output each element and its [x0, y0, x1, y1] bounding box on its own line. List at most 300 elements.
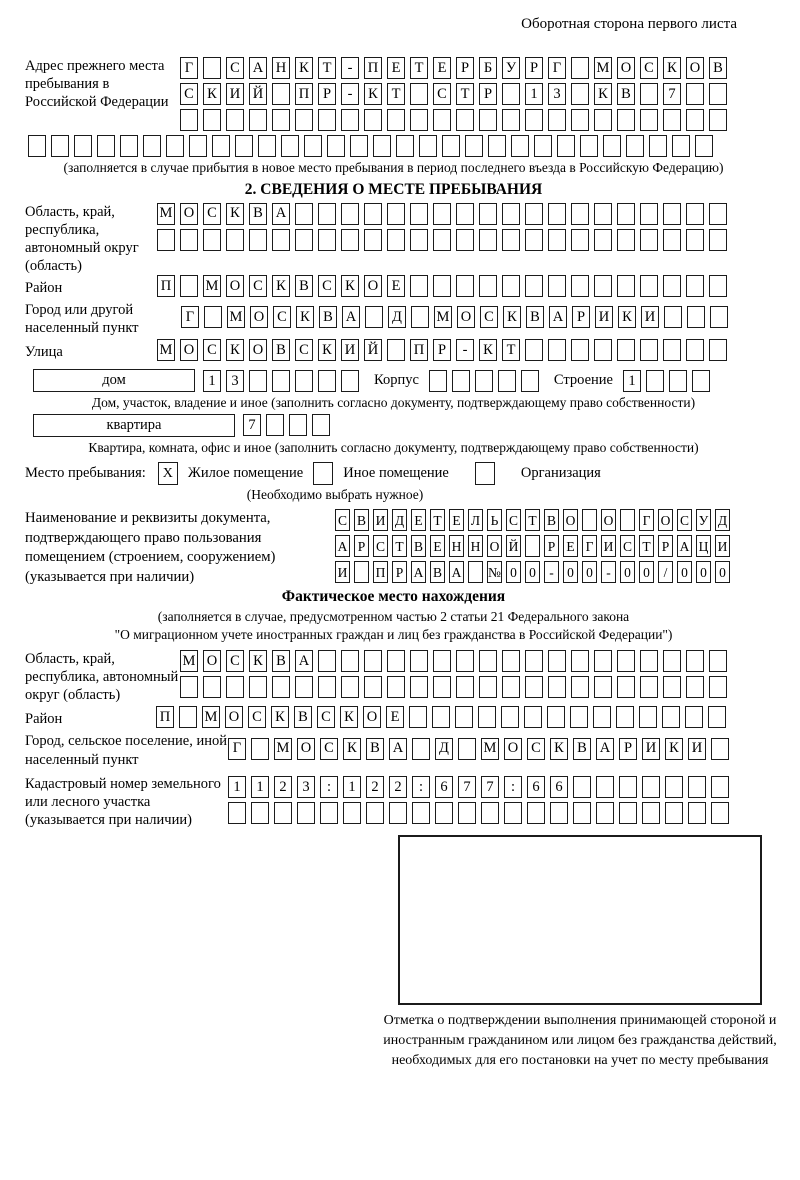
char-box[interactable] — [387, 229, 405, 251]
char-box[interactable] — [501, 706, 519, 728]
char-box[interactable] — [389, 802, 407, 824]
char-box[interactable] — [341, 650, 359, 672]
char-box[interactable]: Е — [563, 535, 578, 557]
char-box[interactable] — [594, 275, 612, 297]
char-box[interactable] — [640, 275, 658, 297]
char-box[interactable] — [396, 135, 414, 157]
char-box[interactable]: С — [317, 706, 335, 728]
char-box[interactable]: К — [665, 738, 683, 760]
char-box[interactable] — [410, 676, 428, 698]
char-box[interactable]: О — [617, 57, 635, 79]
char-box[interactable] — [258, 135, 276, 157]
char-box[interactable] — [573, 776, 591, 798]
char-box[interactable] — [272, 676, 290, 698]
char-box[interactable]: Р — [392, 561, 407, 583]
char-box[interactable] — [709, 109, 727, 131]
char-box[interactable] — [548, 109, 566, 131]
char-box[interactable]: К — [550, 738, 568, 760]
char-box[interactable] — [180, 676, 198, 698]
char-box[interactable]: И — [335, 561, 350, 583]
char-box[interactable] — [594, 109, 612, 131]
char-box[interactable] — [594, 650, 612, 672]
char-box[interactable]: С — [335, 509, 350, 531]
char-box[interactable] — [157, 229, 175, 251]
char-box[interactable]: А — [449, 561, 464, 583]
char-box[interactable] — [318, 109, 336, 131]
char-box[interactable]: С — [226, 650, 244, 672]
char-box[interactable]: Р — [572, 306, 590, 328]
stay-option-residential-checkbox[interactable] — [158, 462, 178, 485]
char-box[interactable]: 7 — [481, 776, 499, 798]
char-box[interactable]: А — [596, 738, 614, 760]
char-box[interactable] — [366, 802, 384, 824]
char-box[interactable]: С — [249, 275, 267, 297]
char-box[interactable] — [468, 561, 483, 583]
char-box[interactable]: С — [203, 203, 221, 225]
char-box[interactable] — [594, 339, 612, 361]
char-box[interactable] — [686, 203, 704, 225]
char-box[interactable] — [619, 802, 637, 824]
char-box[interactable]: В — [366, 738, 384, 760]
char-box[interactable]: 1 — [203, 370, 221, 392]
char-box[interactable] — [596, 802, 614, 824]
char-box[interactable] — [502, 650, 520, 672]
char-box[interactable] — [525, 339, 543, 361]
char-box[interactable] — [525, 229, 543, 251]
char-box[interactable] — [235, 135, 253, 157]
char-box[interactable] — [571, 229, 589, 251]
char-box[interactable]: С — [480, 306, 498, 328]
char-box[interactable] — [318, 203, 336, 225]
char-box[interactable] — [547, 706, 565, 728]
char-box[interactable] — [297, 802, 315, 824]
char-box[interactable]: Й — [506, 535, 521, 557]
char-box[interactable]: 7 — [243, 414, 261, 436]
char-box[interactable] — [640, 676, 658, 698]
char-box[interactable] — [364, 650, 382, 672]
char-box[interactable]: Й — [364, 339, 382, 361]
char-box[interactable] — [663, 650, 681, 672]
char-box[interactable] — [686, 229, 704, 251]
char-box[interactable] — [502, 203, 520, 225]
char-box[interactable] — [479, 676, 497, 698]
char-box[interactable]: : — [320, 776, 338, 798]
char-box[interactable] — [687, 306, 705, 328]
char-box[interactable] — [365, 306, 383, 328]
char-box[interactable] — [364, 109, 382, 131]
char-box[interactable]: М — [227, 306, 245, 328]
char-box[interactable]: К — [226, 339, 244, 361]
char-box[interactable] — [663, 339, 681, 361]
char-box[interactable]: Н — [449, 535, 464, 557]
char-box[interactable]: 0 — [677, 561, 692, 583]
char-box[interactable]: С — [373, 535, 388, 557]
char-box[interactable] — [343, 802, 361, 824]
char-box[interactable] — [664, 306, 682, 328]
char-box[interactable]: Т — [318, 57, 336, 79]
char-box[interactable]: С — [226, 57, 244, 79]
char-box[interactable] — [525, 535, 540, 557]
char-box[interactable] — [708, 706, 726, 728]
char-box[interactable] — [409, 706, 427, 728]
char-box[interactable] — [594, 676, 612, 698]
char-box[interactable]: 6 — [527, 776, 545, 798]
char-box[interactable] — [411, 306, 429, 328]
char-box[interactable]: В — [709, 57, 727, 79]
char-box[interactable] — [686, 676, 704, 698]
char-box[interactable] — [642, 776, 660, 798]
char-box[interactable] — [479, 109, 497, 131]
char-box[interactable]: К — [364, 83, 382, 105]
char-box[interactable]: С — [203, 339, 221, 361]
char-box[interactable] — [617, 676, 635, 698]
char-box[interactable] — [502, 83, 520, 105]
char-box[interactable]: П — [364, 57, 382, 79]
char-box[interactable]: И — [715, 535, 730, 557]
char-box[interactable] — [387, 339, 405, 361]
char-box[interactable]: А — [389, 738, 407, 760]
char-box[interactable] — [709, 83, 727, 105]
char-box[interactable] — [341, 229, 359, 251]
char-box[interactable] — [548, 229, 566, 251]
char-box[interactable] — [442, 135, 460, 157]
char-box[interactable] — [626, 135, 644, 157]
char-box[interactable] — [594, 203, 612, 225]
char-box[interactable]: О — [297, 738, 315, 760]
char-box[interactable]: И — [601, 535, 616, 557]
char-box[interactable]: Р — [479, 83, 497, 105]
char-box[interactable]: У — [696, 509, 711, 531]
char-box[interactable] — [502, 229, 520, 251]
char-box[interactable]: К — [203, 83, 221, 105]
char-box[interactable]: О — [225, 706, 243, 728]
char-box[interactable]: 3 — [548, 83, 566, 105]
char-box[interactable]: 2 — [389, 776, 407, 798]
char-box[interactable] — [456, 275, 474, 297]
char-box[interactable]: - — [341, 57, 359, 79]
char-box[interactable] — [204, 306, 222, 328]
char-box[interactable]: В — [272, 339, 290, 361]
char-box[interactable] — [295, 676, 313, 698]
char-box[interactable] — [226, 109, 244, 131]
char-box[interactable] — [709, 339, 727, 361]
char-box[interactable] — [709, 275, 727, 297]
char-box[interactable]: С — [677, 509, 692, 531]
char-box[interactable] — [249, 229, 267, 251]
char-box[interactable] — [475, 370, 493, 392]
char-box[interactable] — [709, 650, 727, 672]
char-box[interactable] — [709, 676, 727, 698]
char-box[interactable]: И — [341, 339, 359, 361]
char-box[interactable] — [571, 275, 589, 297]
char-box[interactable] — [479, 650, 497, 672]
char-box[interactable] — [620, 509, 635, 531]
char-box[interactable] — [410, 109, 428, 131]
char-box[interactable] — [711, 802, 729, 824]
char-box[interactable]: / — [658, 561, 673, 583]
char-box[interactable] — [534, 135, 552, 157]
char-box[interactable] — [685, 706, 703, 728]
char-box[interactable]: В — [354, 509, 369, 531]
char-box[interactable]: А — [342, 306, 360, 328]
char-box[interactable] — [525, 650, 543, 672]
char-box[interactable]: - — [341, 83, 359, 105]
char-box[interactable]: Р — [433, 339, 451, 361]
char-box[interactable]: О — [226, 275, 244, 297]
char-box[interactable]: С — [506, 509, 521, 531]
char-box[interactable]: С — [273, 306, 291, 328]
char-box[interactable]: О — [658, 509, 673, 531]
char-box[interactable] — [251, 802, 269, 824]
char-box[interactable]: Р — [544, 535, 559, 557]
char-box[interactable]: М — [481, 738, 499, 760]
char-box[interactable] — [143, 135, 161, 157]
char-box[interactable]: А — [295, 650, 313, 672]
char-box[interactable] — [649, 135, 667, 157]
char-box[interactable]: О — [563, 509, 578, 531]
char-box[interactable]: К — [503, 306, 521, 328]
char-box[interactable] — [616, 706, 634, 728]
char-box[interactable] — [525, 109, 543, 131]
char-box[interactable] — [295, 229, 313, 251]
char-box[interactable] — [320, 802, 338, 824]
char-box[interactable]: О — [364, 275, 382, 297]
char-box[interactable]: М — [274, 738, 292, 760]
char-box[interactable]: В — [573, 738, 591, 760]
char-box[interactable]: Т — [392, 535, 407, 557]
char-box[interactable]: Т — [430, 509, 445, 531]
char-box[interactable] — [433, 676, 451, 698]
char-box[interactable]: О — [686, 57, 704, 79]
char-box[interactable]: И — [688, 738, 706, 760]
char-box[interactable] — [433, 650, 451, 672]
char-box[interactable]: С — [295, 339, 313, 361]
char-box[interactable]: К — [226, 203, 244, 225]
char-box[interactable] — [364, 203, 382, 225]
char-box[interactable] — [692, 370, 710, 392]
char-box[interactable]: Т — [387, 83, 405, 105]
char-box[interactable]: О — [504, 738, 522, 760]
char-box[interactable] — [617, 203, 635, 225]
char-box[interactable] — [295, 109, 313, 131]
char-box[interactable]: В — [249, 203, 267, 225]
char-box[interactable] — [318, 370, 336, 392]
char-box[interactable]: В — [294, 706, 312, 728]
char-box[interactable] — [120, 135, 138, 157]
char-box[interactable]: В — [526, 306, 544, 328]
char-box[interactable] — [456, 229, 474, 251]
char-box[interactable] — [341, 109, 359, 131]
char-box[interactable]: 0 — [696, 561, 711, 583]
char-box[interactable] — [640, 650, 658, 672]
char-box[interactable]: 1 — [228, 776, 246, 798]
char-box[interactable]: П — [156, 706, 174, 728]
char-box[interactable] — [640, 109, 658, 131]
char-box[interactable]: Г — [180, 57, 198, 79]
char-box[interactable] — [479, 229, 497, 251]
char-box[interactable]: Е — [387, 275, 405, 297]
char-box[interactable]: Д — [715, 509, 730, 531]
char-box[interactable] — [663, 676, 681, 698]
char-box[interactable]: Н — [272, 57, 290, 79]
char-box[interactable]: М — [594, 57, 612, 79]
char-box[interactable]: В — [411, 535, 426, 557]
char-box[interactable]: С — [620, 535, 635, 557]
char-box[interactable] — [642, 802, 660, 824]
char-box[interactable] — [249, 370, 267, 392]
char-box[interactable] — [410, 275, 428, 297]
char-box[interactable]: А — [272, 203, 290, 225]
char-box[interactable] — [594, 229, 612, 251]
char-box[interactable]: К — [295, 57, 313, 79]
char-box[interactable] — [525, 203, 543, 225]
stay-option-organization-checkbox[interactable] — [475, 462, 495, 485]
char-box[interactable] — [617, 339, 635, 361]
char-box[interactable]: Ь — [487, 509, 502, 531]
char-box[interactable] — [373, 135, 391, 157]
char-box[interactable]: 0 — [639, 561, 654, 583]
char-box[interactable]: С — [320, 738, 338, 760]
stay-option-other-checkbox[interactable] — [313, 462, 333, 485]
char-box[interactable]: А — [249, 57, 267, 79]
char-box[interactable] — [281, 135, 299, 157]
char-box[interactable] — [663, 229, 681, 251]
char-box[interactable] — [711, 738, 729, 760]
char-box[interactable]: У — [502, 57, 520, 79]
char-box[interactable]: Й — [249, 83, 267, 105]
char-box[interactable]: Ц — [696, 535, 711, 557]
char-box[interactable] — [619, 776, 637, 798]
char-box[interactable] — [28, 135, 46, 157]
char-box[interactable]: 2 — [274, 776, 292, 798]
char-box[interactable]: М — [434, 306, 452, 328]
char-box[interactable] — [686, 109, 704, 131]
char-box[interactable]: К — [663, 57, 681, 79]
char-box[interactable]: 2 — [366, 776, 384, 798]
char-box[interactable] — [97, 135, 115, 157]
char-box[interactable] — [226, 676, 244, 698]
char-box[interactable]: С — [527, 738, 545, 760]
char-box[interactable] — [412, 802, 430, 824]
char-box[interactable]: Г — [181, 306, 199, 328]
char-box[interactable] — [456, 650, 474, 672]
char-box[interactable] — [435, 802, 453, 824]
char-box[interactable]: К — [340, 706, 358, 728]
char-box[interactable] — [617, 109, 635, 131]
char-box[interactable] — [640, 229, 658, 251]
char-box[interactable] — [350, 135, 368, 157]
char-box[interactable] — [672, 135, 690, 157]
char-box[interactable] — [410, 83, 428, 105]
char-box[interactable] — [665, 802, 683, 824]
char-box[interactable] — [686, 83, 704, 105]
char-box[interactable] — [686, 339, 704, 361]
char-box[interactable]: А — [549, 306, 567, 328]
char-box[interactable] — [669, 370, 687, 392]
char-box[interactable]: Г — [582, 535, 597, 557]
char-box[interactable]: 1 — [525, 83, 543, 105]
char-box[interactable] — [686, 275, 704, 297]
char-box[interactable]: С — [248, 706, 266, 728]
char-box[interactable] — [662, 706, 680, 728]
char-box[interactable] — [226, 229, 244, 251]
char-box[interactable]: К — [618, 306, 636, 328]
char-box[interactable] — [304, 135, 322, 157]
char-box[interactable]: Г — [639, 509, 654, 531]
char-box[interactable]: И — [595, 306, 613, 328]
char-box[interactable]: В — [544, 509, 559, 531]
char-box[interactable] — [455, 706, 473, 728]
char-box[interactable]: В — [319, 306, 337, 328]
char-box[interactable] — [189, 135, 207, 157]
char-box[interactable]: Т — [456, 83, 474, 105]
char-box[interactable]: К — [296, 306, 314, 328]
char-box[interactable] — [203, 676, 221, 698]
char-box[interactable] — [550, 802, 568, 824]
char-box[interactable] — [709, 203, 727, 225]
char-box[interactable] — [582, 509, 597, 531]
char-box[interactable] — [663, 109, 681, 131]
char-box[interactable]: Е — [449, 509, 464, 531]
char-box[interactable]: С — [640, 57, 658, 79]
char-box[interactable]: О — [249, 339, 267, 361]
char-box[interactable] — [573, 802, 591, 824]
char-box[interactable] — [433, 109, 451, 131]
char-box[interactable] — [479, 203, 497, 225]
char-box[interactable] — [571, 203, 589, 225]
char-box[interactable] — [571, 83, 589, 105]
char-box[interactable]: В — [430, 561, 445, 583]
char-box[interactable]: 0 — [582, 561, 597, 583]
char-box[interactable] — [458, 802, 476, 824]
char-box[interactable] — [603, 135, 621, 157]
char-box[interactable] — [272, 370, 290, 392]
char-box[interactable] — [617, 275, 635, 297]
char-box[interactable] — [203, 109, 221, 131]
char-box[interactable] — [527, 802, 545, 824]
char-box[interactable]: К — [271, 706, 289, 728]
char-box[interactable]: 6 — [435, 776, 453, 798]
char-box[interactable] — [410, 650, 428, 672]
char-box[interactable] — [387, 650, 405, 672]
char-box[interactable] — [312, 414, 330, 436]
char-box[interactable] — [419, 135, 437, 157]
char-box[interactable] — [502, 275, 520, 297]
char-box[interactable] — [525, 275, 543, 297]
char-box[interactable]: А — [411, 561, 426, 583]
char-box[interactable] — [387, 203, 405, 225]
char-box[interactable]: Р — [456, 57, 474, 79]
char-box[interactable]: О — [601, 509, 616, 531]
char-box[interactable]: П — [410, 339, 428, 361]
char-box[interactable] — [433, 275, 451, 297]
char-box[interactable] — [410, 229, 428, 251]
char-box[interactable] — [465, 135, 483, 157]
char-box[interactable]: К — [594, 83, 612, 105]
char-box[interactable] — [571, 339, 589, 361]
char-box[interactable]: 0 — [715, 561, 730, 583]
char-box[interactable]: Е — [387, 57, 405, 79]
char-box[interactable] — [695, 135, 713, 157]
char-box[interactable]: П — [373, 561, 388, 583]
char-box[interactable]: К — [343, 738, 361, 760]
char-box[interactable] — [249, 676, 267, 698]
char-box[interactable]: И — [373, 509, 388, 531]
char-box[interactable]: : — [504, 776, 522, 798]
char-box[interactable] — [272, 229, 290, 251]
char-box[interactable] — [433, 229, 451, 251]
char-box[interactable] — [665, 776, 683, 798]
